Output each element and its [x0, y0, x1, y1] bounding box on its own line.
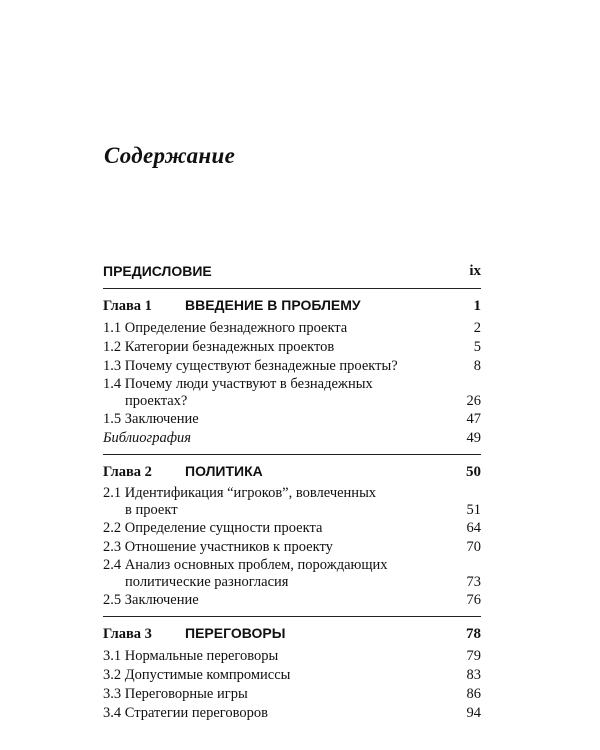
- entry-page: 64: [466, 520, 481, 536]
- divider: [103, 454, 481, 455]
- entry-title-cont: в проект: [125, 502, 178, 518]
- entry-title-cont: проектах?: [125, 393, 188, 409]
- toc-chapter-3[interactable]: [103, 624, 481, 644]
- entry-title: 3.1 Нормальные переговоры: [103, 648, 279, 664]
- entry-title-cont: политические разногласия: [125, 574, 289, 590]
- entry-page: 70: [466, 539, 481, 555]
- entry-title: 1.2 Категории безнадежных проектов: [103, 339, 335, 355]
- entry-page: 94: [466, 705, 481, 721]
- entry-title: 2.2 Определение сущности проекта: [103, 520, 323, 536]
- entry-page: 79: [466, 648, 481, 664]
- entry-title: 1.4 Почему люди участвуют в безнадежных: [103, 376, 373, 392]
- bibliography-page: 49: [466, 430, 481, 446]
- toc-entry[interactable]: [103, 410, 481, 429]
- toc-entry[interactable]: [103, 319, 481, 338]
- chapter-title: ПЕРЕГОВОРЫ: [185, 625, 286, 641]
- toc-entry[interactable]: [103, 519, 481, 538]
- preface-page: ix: [469, 263, 481, 279]
- chapter-page: 50: [466, 464, 481, 480]
- toc-entry[interactable]: [103, 376, 481, 410]
- divider: [103, 616, 481, 617]
- chapter-title: ПОЛИТИКА: [185, 463, 263, 479]
- entry-page: 47: [466, 411, 481, 427]
- chapter-number: Глава 3: [103, 626, 152, 642]
- divider: [103, 288, 481, 289]
- entry-title: 1.5 Заключение: [103, 411, 199, 427]
- toc-chapter-1[interactable]: [103, 296, 481, 316]
- entry-page: 8: [473, 358, 481, 374]
- entry-page: 5: [473, 339, 481, 355]
- entry-title: 2.4 Анализ основных проблем, порождающих: [103, 557, 388, 573]
- toc-entry[interactable]: [103, 647, 481, 666]
- entry-title: 3.3 Переговорные игры: [103, 686, 248, 702]
- entry-title: 2.3 Отношение участников к проекту: [103, 539, 333, 555]
- entry-title: 3.4 Стратегии переговоров: [103, 705, 268, 721]
- preface-label: ПРЕДИСЛОВИЕ: [103, 263, 212, 279]
- toc-entry[interactable]: [103, 704, 481, 723]
- toc-entry[interactable]: [103, 666, 481, 685]
- entry-page: 86: [466, 686, 481, 702]
- entry-page: 2: [473, 320, 481, 336]
- toc-chapter-2[interactable]: [103, 462, 481, 482]
- entry-title: 2.1 Идентификация “игроков”, вовлеченных: [103, 485, 377, 501]
- table-of-contents: [103, 262, 481, 723]
- page-title: Содержание: [104, 143, 236, 168]
- entry-title: 1.3 Почему существуют безнадежные проекты?: [103, 358, 398, 374]
- toc-preface[interactable]: [103, 262, 481, 281]
- entry-title: 3.2 Допустимые компромиссы: [103, 667, 291, 683]
- toc-entry[interactable]: [103, 685, 481, 704]
- entry-title: 1.1 Определение безнадежного проекта: [103, 320, 348, 336]
- chapter-page: 78: [466, 626, 481, 642]
- toc-entry[interactable]: [103, 538, 481, 557]
- chapter-number: Глава 2: [103, 464, 152, 480]
- chapter-number: Глава 1: [103, 298, 152, 314]
- bibliography-label: Библиография: [103, 430, 191, 446]
- toc-bibliography[interactable]: [103, 429, 481, 448]
- toc-entry[interactable]: [103, 485, 481, 519]
- entry-page: 26: [466, 393, 481, 409]
- entry-page: 76: [466, 592, 481, 608]
- entry-page: 51: [466, 502, 481, 518]
- entry-page: 73: [466, 574, 481, 590]
- chapter-page: 1: [473, 298, 481, 314]
- entry-title: 2.5 Заключение: [103, 592, 199, 608]
- toc-entry[interactable]: [103, 357, 481, 376]
- toc-entry[interactable]: [103, 557, 481, 591]
- chapter-title: ВВЕДЕНИЕ В ПРОБЛЕМУ: [185, 297, 361, 313]
- toc-entry[interactable]: [103, 591, 481, 610]
- toc-entry[interactable]: [103, 338, 481, 357]
- entry-page: 83: [466, 667, 481, 683]
